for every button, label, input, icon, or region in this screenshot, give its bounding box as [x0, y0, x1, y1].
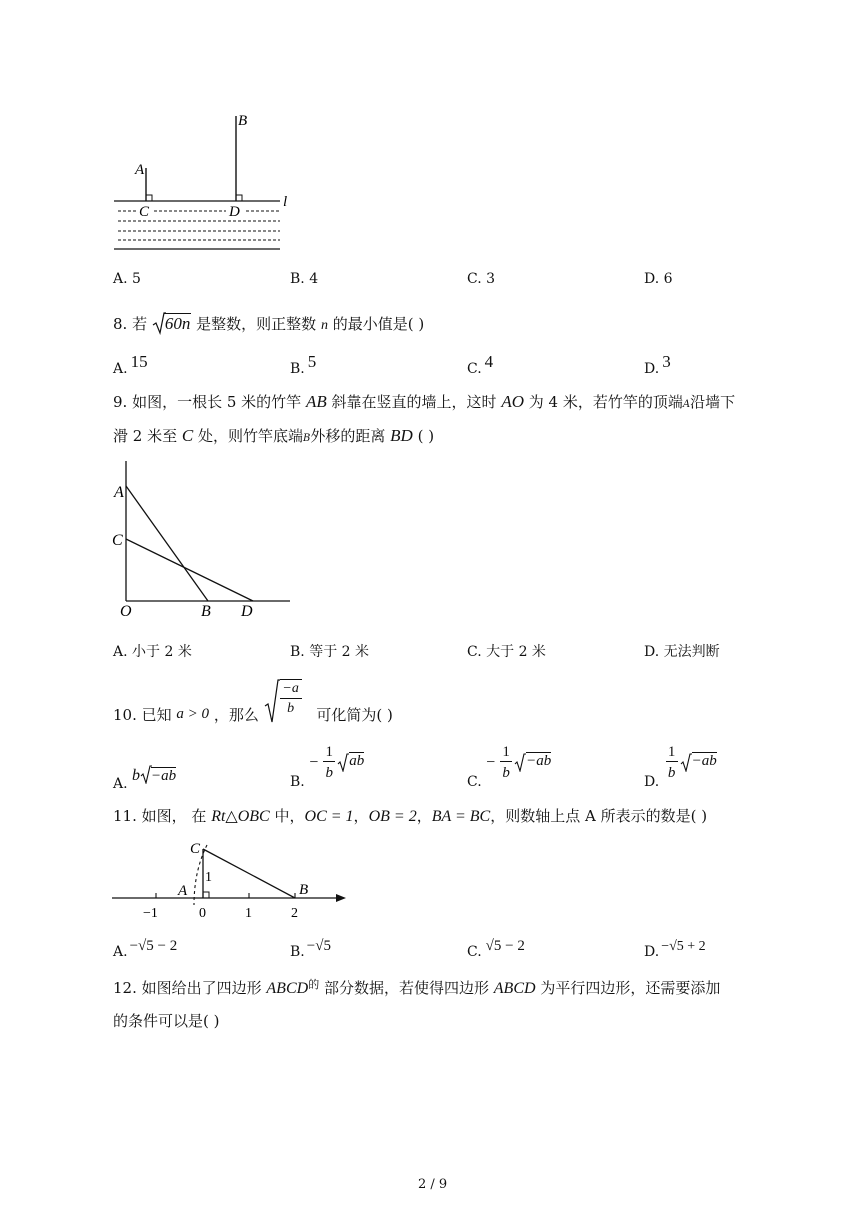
- q9-line2-c: 外移的距离: [310, 427, 386, 445]
- q10-option-d-letter: D.: [644, 774, 660, 790]
- q11-ob: OB = 2: [368, 808, 417, 825]
- q10-option-c-num: 1: [500, 744, 512, 762]
- q10-option-c-rad: −ab: [526, 753, 552, 769]
- q8-option-d-letter: D.: [644, 361, 660, 377]
- q10-option-b-sqrt-sign: [337, 752, 349, 772]
- q9-label-b: B: [201, 603, 211, 620]
- q9-ao: AO: [501, 392, 524, 411]
- q9-figure: [108, 455, 298, 625]
- q11-option-c: [467, 938, 525, 960]
- q10-option-c-letter: C.: [467, 774, 482, 790]
- q10-option-d-den: b: [667, 765, 676, 781]
- q9-option-d: D. 无法判断: [644, 644, 720, 660]
- q8-pre: 若: [132, 315, 148, 333]
- q11-label-a: A: [178, 883, 188, 899]
- q8-option-c-letter: C.: [467, 361, 482, 377]
- q10-option-a-coef: b: [132, 767, 141, 784]
- q12-abcd-1: ABCD: [266, 980, 309, 997]
- q8-radicand: 60n: [164, 314, 191, 333]
- q7-option-b: B. 4: [290, 271, 319, 287]
- q9-ab: AB: [305, 392, 327, 411]
- q8-mid: 是整数，则正整数: [196, 315, 317, 333]
- q10-option-b-frac: [309, 744, 379, 788]
- q10-option-a-rad: −ab: [151, 768, 177, 784]
- q10-option-b: [290, 744, 379, 792]
- q10-sqrt-sign: [264, 678, 280, 724]
- q7-label-a: A: [135, 162, 145, 178]
- q10-mid: ，那么: [213, 706, 259, 724]
- q11-num: 11. 如图， 在: [113, 807, 207, 825]
- q7-option-d: D. 6: [644, 271, 673, 287]
- q11-stem: [113, 805, 707, 826]
- q8-option-a-letter: A.: [113, 361, 128, 377]
- q7-label-b: B: [238, 113, 248, 129]
- q9-line2-a: 滑 2 米至: [113, 427, 178, 445]
- q8-option-c: [467, 352, 494, 377]
- q12-abcd-2: ABCD: [493, 980, 536, 997]
- q11-sep1: ，: [353, 807, 369, 825]
- q11-label-b: B: [299, 882, 309, 898]
- q9-label-o: O: [120, 603, 132, 620]
- q12-line1-b: 的: [308, 978, 320, 991]
- q9-option-b: B. 等于 2 米: [290, 644, 369, 660]
- q9-label-d: D: [241, 603, 253, 620]
- q10-option-b-rad: ab: [349, 753, 365, 769]
- q11-figure: [108, 835, 358, 925]
- q9-option-c: C. 大于 2 米: [467, 644, 546, 660]
- q10-stem: [113, 676, 393, 726]
- q7-option-c: C. 3: [467, 271, 496, 287]
- q9-bd: BD: [390, 426, 413, 445]
- q12-line1-d: 为平行四边形，还需要添加: [540, 979, 721, 997]
- q10-frac-den: b: [287, 701, 295, 716]
- q11-option-b: [290, 938, 331, 960]
- q9-line2-d: ( ): [417, 427, 435, 445]
- q8-post: 的最小值是( ): [332, 315, 425, 333]
- q8-option-a-value: 15: [130, 352, 148, 371]
- q11-option-a: [113, 938, 178, 960]
- q11-post: ，则数轴上点 A 所表示的数是( ): [490, 807, 708, 825]
- q7-option-a: A. 5: [113, 271, 141, 287]
- q10-option-c-frac: [486, 744, 566, 788]
- q10-option-d-frac: [664, 744, 734, 788]
- q8-option-b-letter: B.: [290, 361, 305, 377]
- q10-option-d-num: 1: [666, 744, 678, 762]
- q11-tick-2: 2: [291, 906, 298, 921]
- q10-post: 可化简为( ): [316, 706, 393, 724]
- q9-label-c: C: [112, 532, 123, 549]
- q10-option-b-letter: B.: [290, 774, 305, 790]
- q10-option-a: [113, 764, 177, 792]
- q12-stem-line2: 的条件可以是( ): [113, 1012, 220, 1030]
- q10-option-d-rad: −ab: [691, 753, 717, 769]
- q10-frac-num: −a: [280, 680, 302, 699]
- q11-tick-neg1: −1: [143, 906, 158, 921]
- q7-figure: [108, 108, 298, 258]
- q11-tri: Rt△OBC: [211, 808, 270, 825]
- q11-option-d-value: −√5 + 2: [661, 939, 706, 954]
- q11-option-a-letter: A.: [113, 944, 128, 960]
- q9-stem-line1: [113, 391, 735, 412]
- q10-cond: a > 0: [176, 706, 210, 722]
- q10-option-b-neg: −: [309, 754, 319, 771]
- q11-option-a-value: −√5 − 2: [129, 938, 178, 954]
- q10-option-c-sqrt-sign: [514, 752, 526, 772]
- q11-option-c-value: √5 − 2: [485, 938, 525, 954]
- q9-label-a: A: [114, 484, 124, 501]
- q10-option-d: [644, 744, 734, 792]
- q9-line1-c: 为 4 米，若竹竿的顶端: [528, 393, 683, 411]
- q9-c: C: [181, 426, 194, 445]
- q8-option-c-value: 4: [484, 352, 494, 371]
- q11-label-oc: 1: [205, 870, 212, 885]
- q10-option-c: [467, 744, 566, 792]
- q11-label-c: C: [190, 841, 201, 857]
- q11-option-b-value: −√5: [306, 938, 331, 954]
- q10-option-b-num: 1: [323, 744, 335, 762]
- q8-var: n: [320, 318, 328, 333]
- q9-line1-d: 沿墙下: [690, 393, 736, 411]
- q9-stem-line2: [113, 425, 434, 446]
- q9-a-small: A: [682, 399, 691, 410]
- q11-oc: OC = 1: [304, 808, 354, 825]
- q12-line1-c: 部分数据，若使得四边形: [323, 979, 489, 997]
- q8-num: 8.: [113, 315, 128, 333]
- q10-option-b-den: b: [325, 765, 333, 781]
- q10-radical: [264, 676, 312, 726]
- q9-line1-b: 斜靠在竖直的墙上，这时: [331, 393, 497, 411]
- q7-label-l: l: [283, 194, 288, 210]
- q7-label-c: C: [139, 204, 150, 220]
- q11-zh: 中，: [274, 807, 305, 825]
- q10-frac: [280, 679, 302, 719]
- q10-option-c-neg: −: [486, 754, 496, 771]
- q8-option-b-value: 5: [307, 352, 317, 371]
- q9-b-small: B: [303, 433, 311, 444]
- q12-stem-line1: [113, 976, 720, 998]
- q11-option-b-letter: B.: [290, 944, 305, 960]
- q11-tick-0: 0: [199, 906, 206, 921]
- q9-line1-a: 9. 如图，一根长 5 米的竹竿: [113, 393, 302, 411]
- q7-label-d: D: [229, 204, 240, 220]
- q9-option-a: A. 小于 2 米: [113, 644, 192, 660]
- q11-option-d-letter: D.: [644, 944, 660, 960]
- q10-num: 10. 已知: [113, 706, 172, 724]
- q9-line2-b: 处，则竹竿底端: [198, 427, 304, 445]
- q11-tick-1: 1: [245, 906, 252, 921]
- q8-option-a: [113, 352, 148, 377]
- q11-option-d: [644, 938, 706, 960]
- page-number: 2 / 9: [418, 1177, 448, 1192]
- q11-babc: BA = BC: [431, 808, 491, 825]
- q10-option-c-den: b: [502, 765, 510, 781]
- q8-option-d: [644, 352, 671, 377]
- q8-stem: [113, 311, 424, 335]
- q10-option-d-sqrt-sign: [680, 752, 692, 772]
- q8-option-d-value: 3: [662, 352, 671, 371]
- q12-line1-a: 12. 如图给出了四边形: [113, 979, 262, 997]
- q10-option-a-letter: A.: [113, 776, 128, 792]
- q11-sep2: ，: [416, 807, 432, 825]
- q8-option-b: [290, 352, 317, 377]
- q11-option-c-letter: C.: [467, 944, 482, 960]
